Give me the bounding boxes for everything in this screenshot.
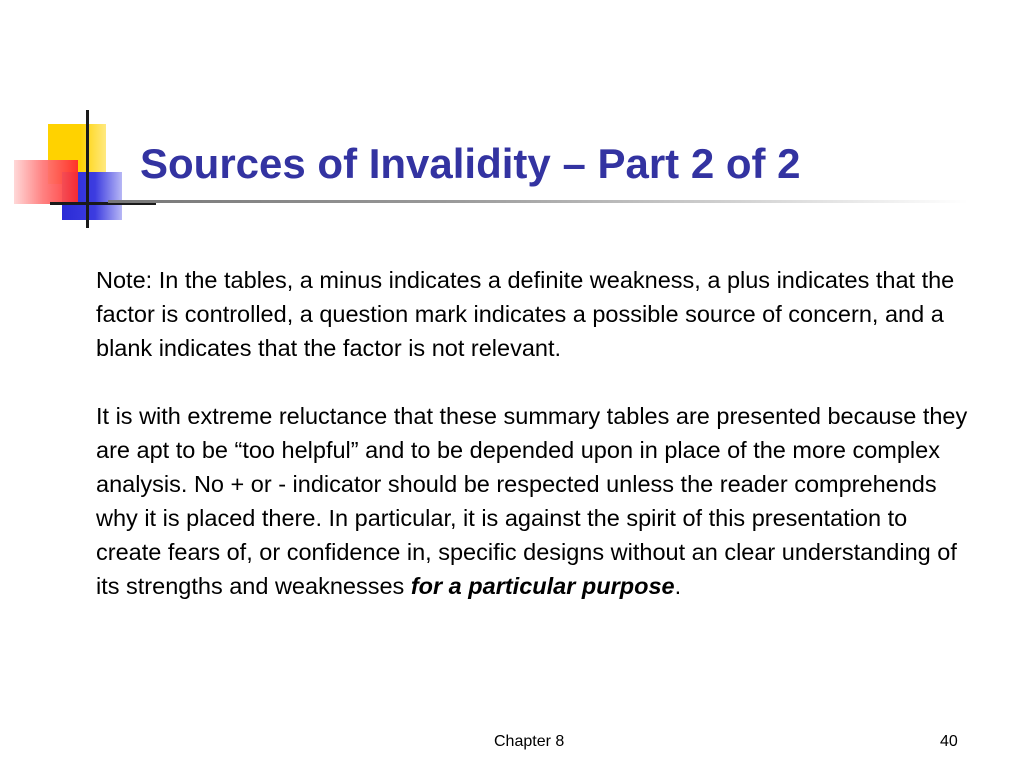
slide-title: Sources of Invalidity – Part 2 of 2 [140,140,801,187]
slide-body [96,263,976,603]
decorative-logo [0,0,160,240]
footer-chapter: Chapter 8 [494,733,565,750]
paragraph-end-punctuation: . [674,573,682,599]
emphasized-phrase: for a particular purpose [410,573,675,599]
reluctance-text: It is with extreme reluctance that these summary tables are presented because they are apt to be “too helpful” and to be depended upon in place of the more complex analysis. No + or - indicator should be respected unless the reader comprehends why it is placed there. In particular, it is against the spirit of this presentation to create fears of, or confidence in, specific designs without an clear understanding of its strengths and weaknesses [96,403,968,599]
logo-red-square [14,160,78,204]
footer-page-number: 40 [940,733,958,750]
reluctance-paragraph [96,399,976,603]
title-divider [108,200,968,203]
note-paragraph: Note: In the tables, a minus indicates a definite weakness, a plus indicates that the factor is controlled, a question mark indicates a possible source of concern, and a blank indicates that the factor is not relevant. [96,267,955,361]
logo-vertical-line [86,110,89,228]
